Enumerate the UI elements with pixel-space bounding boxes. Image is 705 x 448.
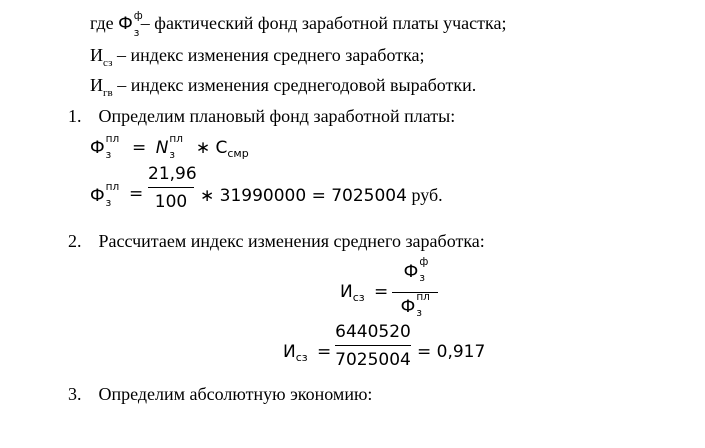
step-text: Рассчитаем индекс изменения среднего заработка: xyxy=(98,231,485,251)
step-number: 2. xyxy=(68,231,82,251)
step-2 xyxy=(68,232,485,250)
step-3 xyxy=(68,385,372,403)
definition-igv: $И_{гв}$ – индекс изменения среднегодовой выработки. xyxy=(90,75,477,99)
formula-planned-fund-value: Ф пл з = 21,96 100 ∗ 31990000 = 7025004 руб. xyxy=(90,164,443,213)
igv-description: – индекс изменения среднегодовой выработки. xyxy=(112,75,477,95)
step-1 xyxy=(68,107,455,125)
formula-planned-fund: Ф пл з = N пл з ∗ $С_{смр}$ xyxy=(90,133,249,161)
definition-isz: $И_{сз}$ – индекс изменения среднего заработка; xyxy=(90,45,425,69)
step-text: Определим плановый фонд заработной платы: xyxy=(98,106,456,126)
definition-prefix: где xyxy=(90,13,119,33)
fz-symbol: Ф ф з xyxy=(118,10,143,39)
fz-description: – фактический фонд заработной платы участка; xyxy=(140,13,507,33)
step-text: Определим абсолютную экономию: xyxy=(98,384,373,404)
fraction: Ф ф з Ф пл з xyxy=(392,262,438,317)
formula-salary-index-value: $И_{сз}$ = 6440520 7025004 = 0,917 xyxy=(283,322,486,371)
formula-salary-index: $И_{сз}$ = Ф ф з Ф пл з xyxy=(340,262,460,326)
isz-description: – индекс изменения среднего заработка; xyxy=(112,45,425,65)
step-number: 3. xyxy=(68,384,82,404)
fraction: 6440520 7025004 xyxy=(335,322,411,371)
step-number: 1. xyxy=(68,106,82,126)
fraction: 21,96 100 xyxy=(148,164,197,213)
definition-fz xyxy=(90,10,507,39)
